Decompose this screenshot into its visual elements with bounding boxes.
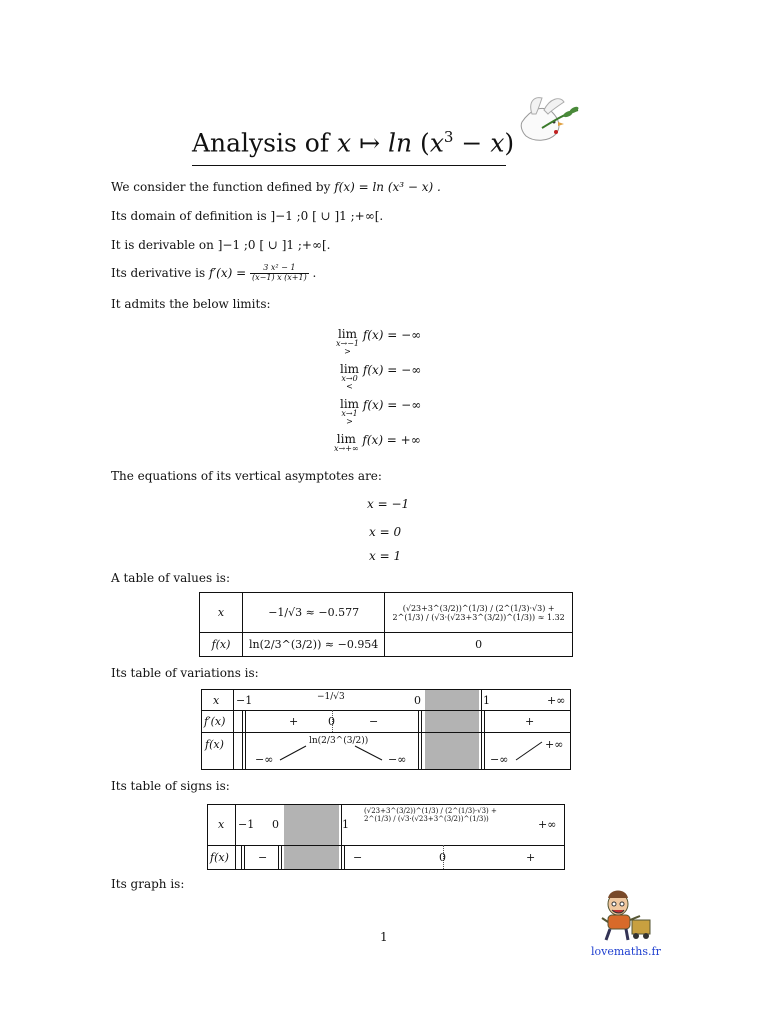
var-f-label: f(x) [205, 738, 224, 751]
signs-intro: Its table of signs is: [111, 779, 230, 793]
limit-operator: lim x→0 < [340, 362, 360, 391]
page-title: Analysis of x ↦ $\ln (x^3 - x)$ [192, 128, 515, 158]
derivative-fraction [250, 264, 309, 283]
sign-x-value: 0 [272, 818, 279, 831]
derivative-lhs: f′(x) = [209, 265, 247, 280]
sign-x-value: +∞ [538, 818, 557, 831]
limit-expression: f(x) = −∞ [362, 363, 422, 377]
arrow-up [516, 742, 542, 760]
limit-expression: f(x) = −∞ [362, 398, 422, 412]
row-divider [208, 845, 564, 846]
derivable-label: It is derivable on [111, 238, 214, 252]
var-x-value: −1/√3 [317, 692, 345, 702]
var-fp-label: f′(x) [204, 715, 226, 728]
limits-intro: It admits the below limits: [111, 297, 271, 311]
footer-link[interactable]: lovemaths.fr [591, 945, 661, 958]
asymptote-equation: x = 0 [369, 525, 402, 539]
derivative-numerator: 3 x² − 1 [250, 264, 309, 274]
values-cell: 0 [385, 633, 573, 657]
limit-operator: lim x→−1 > [336, 327, 360, 356]
sign-f-label: f(x) [210, 851, 229, 864]
limit-approach: x→0 [341, 374, 358, 383]
sign-value: 0 [439, 851, 446, 864]
var-sign: + [525, 715, 535, 728]
limit-operator: lim x→1 > [340, 397, 360, 426]
var-f-value: +∞ [545, 738, 564, 751]
values-fx-header: f(x) [200, 633, 243, 657]
domain-line [111, 209, 383, 223]
var-x-value: +∞ [547, 694, 566, 707]
values-table [199, 592, 573, 657]
derivable-line [111, 238, 330, 252]
variations-intro: Its table of variations is: [111, 666, 259, 680]
page-number: 1 [380, 930, 388, 944]
var-sign: − [369, 715, 379, 728]
limit-approach: x→+∞ [334, 444, 359, 453]
row-divider [202, 710, 570, 711]
limit-row [336, 328, 421, 356]
var-f-value: ln(2/3^(3/2)) [309, 736, 369, 746]
var-f-value: −∞ [388, 753, 407, 766]
derivative-label: Its derivative is [111, 265, 206, 280]
graph-intro: Its graph is: [111, 877, 185, 891]
intro-text: We consider the function defined by [111, 180, 331, 194]
signs-table [207, 804, 565, 870]
limit-side: < [346, 382, 353, 391]
sign-x-value: 1 [342, 818, 349, 831]
var-sign: 0 [328, 715, 335, 728]
function-formula: f(x) = ln (x³ − x) . [334, 180, 441, 194]
column-divider [241, 845, 242, 869]
limit-approach: x→−1 [336, 339, 360, 348]
var-f-value: −∞ [490, 753, 509, 766]
asymptotes-intro: The equations of its vertical asymptotes are: [111, 469, 382, 483]
sign-value: + [526, 851, 536, 864]
var-sign: + [289, 715, 299, 728]
var-x-value: −1 [236, 694, 253, 707]
intro-function [111, 180, 441, 194]
column-divider [235, 805, 236, 869]
derivative-denominator: (x−1) x (x+1) [252, 272, 307, 282]
limit-side: > [344, 347, 351, 356]
limit-row [340, 398, 421, 426]
column-divider [244, 845, 245, 869]
limit-expression: f(x) = −∞ [362, 328, 422, 342]
derivable-value: ]−1 ;0 [ ∪ ]1 ;+∞[. [217, 238, 331, 252]
values-intro: A table of values is: [111, 571, 230, 585]
variations-table [201, 689, 571, 770]
arrow-down [355, 746, 382, 760]
values-cell: (√23+3^(3/2))^(1/3) / (2^(1/3)·√3) + 2^(1/3) / (√3·(√23+3^(3/2))^(1/3)) ≈ 1.32 [385, 593, 573, 633]
title-underline [192, 165, 506, 166]
var-f-value: −∞ [255, 753, 274, 766]
limit-operator: lim x→+∞ [334, 432, 359, 453]
sign-x-value: (√23+3^(3/2))^(1/3) / (2^(1/3)·√3) + 2^(1/3) / (√3·(√23+3^(3/2))^(1/3)) [364, 807, 497, 824]
column-divider [278, 845, 279, 869]
var-x-value: 0 [414, 694, 421, 707]
domain-label: Its domain of definition is [111, 209, 267, 223]
values-cell: −1/√3 ≈ −0.577 [243, 593, 385, 633]
derivative-line [111, 264, 316, 283]
column-divider [341, 805, 342, 869]
derivative-end: . [312, 265, 317, 280]
domain-value: ]−1 ;0 [ ∪ ]1 ;+∞[. [270, 209, 384, 223]
mascot-logo-icon [592, 884, 656, 944]
limit-expression: f(x) = +∞ [362, 433, 421, 447]
var-x-label: x [213, 694, 220, 707]
asymptote-equation: x = −1 [367, 497, 410, 511]
asymptote-equation: x = 1 [369, 549, 402, 563]
undefined-region [284, 805, 339, 869]
variation-arrows [202, 732, 570, 769]
sign-x-value: −1 [238, 818, 255, 831]
column-divider [281, 845, 282, 869]
sign-value: − [353, 851, 363, 864]
sign-x-label: x [218, 818, 225, 831]
column-divider [344, 845, 345, 869]
values-x-header: x [200, 593, 243, 633]
limit-approach: x→1 [341, 409, 358, 418]
dove-logo-icon [512, 92, 584, 158]
values-cell: ln(2/3^(3/2)) ≈ −0.954 [243, 633, 385, 657]
var-x-value: 1 [483, 694, 490, 707]
sign-value: − [258, 851, 268, 864]
arrow-up [280, 746, 306, 760]
limit-row [334, 433, 421, 453]
limit-row [340, 363, 421, 391]
limit-side: > [346, 417, 353, 426]
